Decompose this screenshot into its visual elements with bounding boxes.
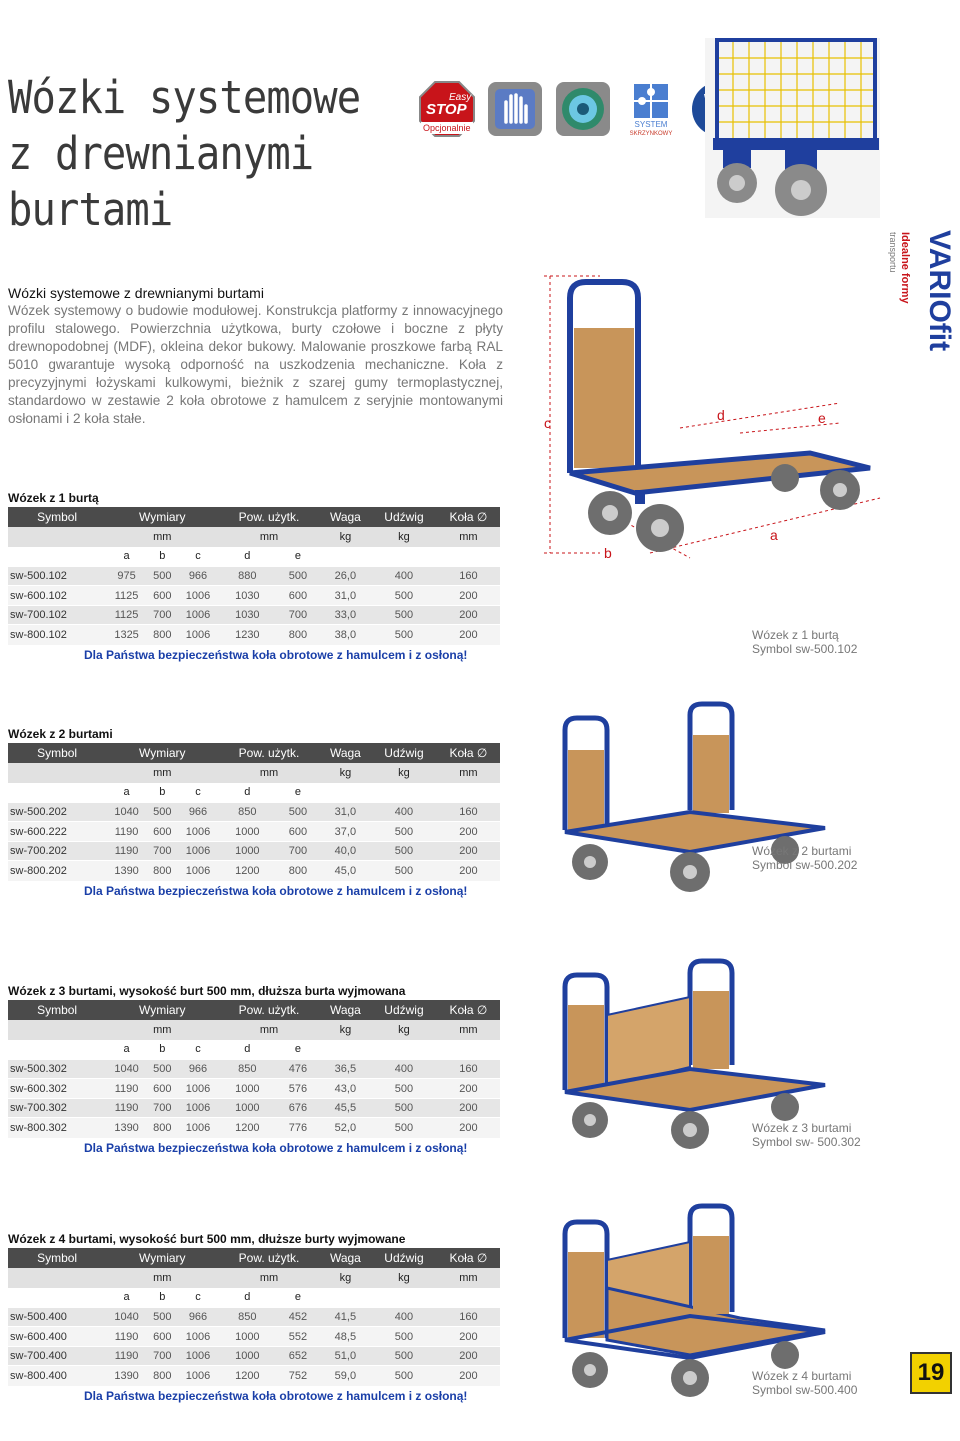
spec-table-4: Symbol Wymiary Pow. użytk. Waga Udźwig Koła ∅ mm mm kg kg mm a b c d e sw-500.400 1040 500 966 850 452 41,5 400 160 sw-600.400 1190 600 1006 1000 552 48,5 500 200 sw-700.400 1190 700 1006 1000 652 51,0 500 200 sw-800.400 1390 800 1006 1200 752 59,0 500 200 Dla Państwa bezpieczeństwa koła obrotowe z hamulcem i z osłoną!	[8, 1248, 500, 1406]
brand-name: VARIOfit	[923, 230, 956, 352]
easy-stop-top: Easy	[449, 92, 472, 103]
table-row: sw-800.202 1390 800 1006 1200 800 45,0 500 200	[8, 861, 500, 881]
section-title-3: Wózek z 3 burtami, wysokość burt 500 mm, dłuższa burta wyjmowana	[8, 984, 406, 998]
intro-heading: Wózki systemowe z drewnianymi burtami	[8, 285, 264, 301]
caption-3: Wózek z 3 burtami Symbol sw- 500.302	[752, 1121, 861, 1149]
table-row: sw-700.302 1190 700 1006 1000 676 45,5 500 200	[8, 1098, 500, 1118]
puzzle-system-icon	[622, 80, 680, 138]
label-d: d	[717, 407, 725, 423]
table-row: sw-500.302 1040 500 966 850 476 36,5 400 160	[8, 1059, 500, 1079]
safety-note: Dla Państwa bezpieczeństwa koła obrotowe z hamulcem i z osłoną!	[84, 1388, 468, 1403]
table-row: sw-600.222 1190 600 1006 1000 600 37,0 500 200	[8, 822, 500, 842]
page-title: Wózki systemowe z drewnianymi burtami	[8, 71, 361, 236]
brand-slogan: Idealne formy	[899, 232, 911, 304]
intro-body: Wózek systemowy o budowie modułowej. Konstrukcja platformy z innowacyjnego profilu stalowego. Powierzchnia użytkowa, burty czołowe i boczne z płyty drewnopodobnej (MDF), okleina dekor bukowy. Malowanie proszkowe farbą RAL 5010 gwarantuje wysoką odporność na uszkodzenia mechaniczne. Koła z precyzyjnymi łożyskami kulkowymi, bieżnik z szarej gumy termoplastycznej, standardowo w zestawie 2 koła obrotowe z hamulcem z seryjnie montowanymi osłonami i 2 koła stałe.	[8, 303, 503, 426]
table-row: sw-600.400 1190 600 1006 1000 552 48,5 500 200	[8, 1327, 500, 1347]
system-label-1: SYSTEM	[634, 120, 668, 129]
table-row: sw-800.102 1325 800 1006 1230 800 38,0 500 200	[8, 625, 500, 645]
table-row: sw-700.102 1125 700 1006 1030 700 33,0 500 200	[8, 605, 500, 625]
table-row: sw-500.102 975 500 966 880 500 26,0 400 160	[8, 566, 500, 586]
table-row: sw-500.202 1040 500 966 850 500 31,0 400 160	[8, 802, 500, 822]
spec-table-2: Symbol Wymiary Pow. użytk. Waga Udźwig Koła ∅ mm mm kg kg mm a b c d e sw-500.202 1040 500 966 850 500 31,0 400 160 sw-600.222 1190 600 1006 1000 600 37,0 500 200 sw-700.202 1190 700 1006 1000 700 40,0 500 200 sw-800.202 1390 800 1006 1200 800 45,0 500 200 Dla Państwa bezpieczeństwa koła obrotowe z hamulcem i z osłoną!	[8, 743, 500, 901]
easy-stop-label: Opcjonalnie	[423, 123, 471, 133]
wheel-bearing-icon	[554, 80, 612, 138]
table-row: sw-700.202 1190 700 1006 1000 700 40,0 500 200	[8, 841, 500, 861]
table-row: sw-700.400 1190 700 1006 1000 652 51,0 500 200	[8, 1346, 500, 1366]
page-number: 19	[910, 1352, 952, 1394]
label-e: e	[818, 410, 826, 426]
label-b: b	[604, 545, 612, 561]
brand-slogan-2: transportu	[888, 232, 898, 273]
caption-2: Wózek z 2 burtami Symbol sw-500.202	[752, 844, 858, 872]
caption-4: Wózek z 4 burtami Symbol sw-500.400	[752, 1369, 858, 1397]
table-row: sw-800.400 1390 800 1006 1200 752 59,0 500 200	[8, 1366, 500, 1386]
safety-note: Dla Państwa bezpieczeństwa koła obrotowe z hamulcem i z osłoną!	[84, 1140, 468, 1155]
table-row: sw-600.302 1190 600 1006 1000 576 43,0 500 200	[8, 1079, 500, 1099]
section-title-4: Wózek z 4 burtami, wysokość burt 500 mm, dłuższe burty wyjmowane	[8, 1232, 406, 1246]
caption-1: Wózek z 1 burtą Symbol sw-500.102	[752, 628, 858, 656]
hand-icon	[486, 80, 544, 138]
table-row: sw-600.102 1125 600 1006 1030 600 31,0 500 200	[8, 586, 500, 606]
spec-table-1: Symbol Wymiary Pow. użytk. Waga Udźwig Koła ∅ mm mm kg kg mm a b c d e sw-500.102 975 500 966 880 500 26,0 400 160 sw-600.102 1125 600 1006 1030 600 31,0 500 200 sw-700.102 1125 700 1006 1030 700 33,0 500 200 sw-800.102 1325 800 1006 1230 800 38,0 500 200 Dla Państwa bezpieczeństwa koła obrotowe z hamulcem i z osłoną!	[8, 507, 500, 665]
section-title-1: Wózek z 1 burtą	[8, 491, 99, 505]
certification-icons	[418, 80, 748, 138]
easy-stop-icon	[418, 80, 476, 138]
spec-table-3: Symbol Wymiary Pow. użytk. Waga Udźwig Koła ∅ mm mm kg kg mm a b c d e sw-500.302 1040 500 966 850 476 36,5 400 160 sw-600.302 1190 600 1006 1000 576 43,0 500 200 sw-700.302 1190 700 1006 1000 676 45,5 500 200 sw-800.302 1390 800 1006 1200 776 52,0 500 200 Dla Państwa bezpieczeństwa koła obrotowe z hamulcem i z osłoną!	[8, 1000, 500, 1158]
dimension-diagram	[540, 268, 900, 583]
table-row: sw-800.302 1390 800 1006 1200 776 52,0 500 200	[8, 1118, 500, 1138]
safety-note: Dla Państwa bezpieczeństwa koła obrotowe z hamulcem i z osłoną!	[84, 883, 468, 898]
label-a: a	[770, 527, 778, 543]
safety-note: Dla Państwa bezpieczeństwa koła obrotowe z hamulcem i z osłoną!	[84, 647, 468, 662]
label-c: c	[544, 415, 551, 431]
intro-text	[8, 284, 503, 428]
mesh-cart-photo	[705, 38, 880, 223]
section-title-2: Wózek z 2 burtami	[8, 727, 113, 741]
easy-stop-main: STOP	[426, 101, 467, 118]
table-row: sw-500.400 1040 500 966 850 452 41,5 400 160	[8, 1307, 500, 1327]
system-label-2: SKRZYNKOWY	[629, 131, 673, 137]
